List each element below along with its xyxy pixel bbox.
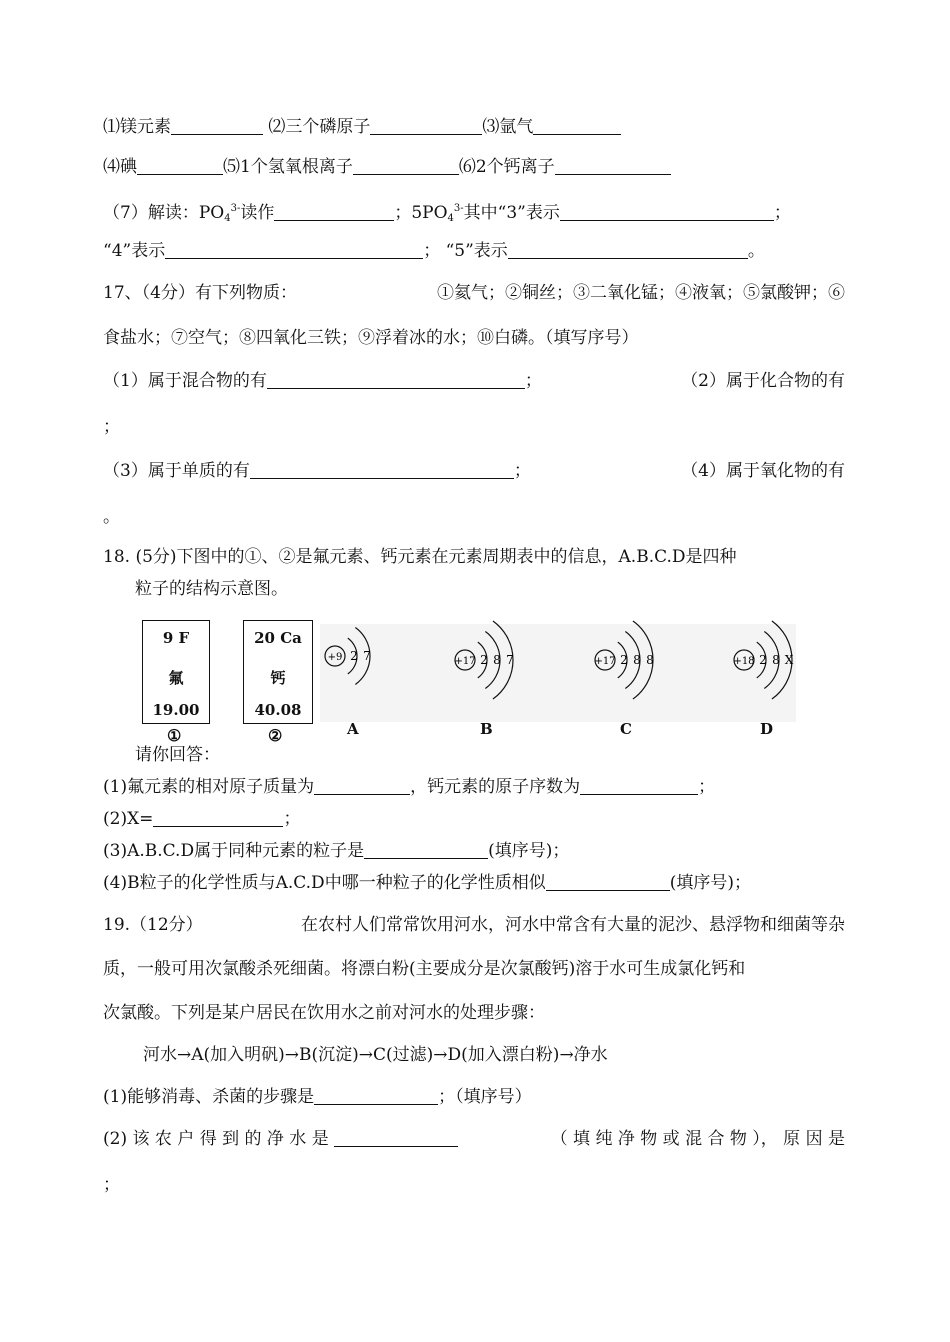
shell-electron-count: 2 [759,653,767,667]
q18-sub-4 [103,872,845,894]
q18-sub-1 [103,776,845,798]
answer-blank[interactable] [555,158,671,175]
shell-electron-count: X [784,653,794,667]
q17-line-3 [103,370,845,392]
answer-blank[interactable] [580,778,698,795]
card-label: ① [167,726,182,745]
q19-sub-2-text: （ 填 纯 净 物 或 混 合 物 ）， 原 因 是 [550,1129,845,1149]
separator: ； [698,777,716,797]
q16-7-text: “4”表示 [103,241,166,261]
answer-blank[interactable] [314,1088,438,1105]
separator: ； [394,203,412,223]
q17-sub-4: （4）属于氧化物的有 [681,461,845,481]
shell-electron-count: 2 [480,653,488,667]
shell-electron-count: 7 [363,649,371,663]
answer-blank[interactable] [165,242,423,259]
answer-blank[interactable] [533,118,621,135]
answer-blank[interactable] [546,874,670,891]
separator: ； [524,371,542,391]
q18-sub-3 [103,840,845,862]
q17-line-4 [103,460,845,482]
answer-blank[interactable] [171,118,263,135]
shell-electron-count: 8 [772,653,780,667]
answer-blank[interactable] [314,778,410,795]
nucleus-charge: +17 [594,656,616,667]
element-mass: 40.08 [254,701,302,719]
q17-line-1 [103,282,845,304]
q17-sub-3: （3）属于单质的有 [103,461,250,481]
separator: ； [513,461,531,481]
q19-line-3: 次氯酸。下列是某户居民在饮用水之前对河水的处理步骤： [103,1003,545,1023]
q19-sub-1-text: (1)能够消毒、杀菌的步骤是 [103,1087,315,1107]
subscript: 4 [224,213,231,224]
shell-electron-count: 7 [506,653,514,667]
q18-sub-2 [103,808,845,830]
answer-blank[interactable] [508,242,748,259]
superscript: 3- [230,203,241,214]
nucleus-charge: +9 [327,652,343,663]
answer-blank[interactable] [274,204,394,221]
q17-sub-1: （1）属于混合物的有 [103,371,267,391]
q17-sub-2-end: ； [103,417,120,437]
q18-sub-4-text: (4)B粒子的化学性质与A.C.D中哪一种粒子的化学性质相似 [103,873,546,893]
shell-electron-count: 2 [350,649,358,663]
q18-sub-1-text: (1)氟元素的相对原子质量为 [103,777,315,797]
q16-7-text: 5PO [411,203,448,223]
q16-item-5: ⑸1个氢氧根离子 [223,157,353,177]
q18-sub-3-text: (3)A.B.C.D属于同种元素的粒子是 [103,841,365,861]
answer-blank[interactable] [560,204,774,221]
q16-line-4 [103,240,845,262]
q16-line-3 [103,198,845,230]
subscript: 4 [447,213,454,224]
q18-sub-1-text: ，钙元素的原子序数为 [410,777,581,797]
card-label: ② [268,726,283,745]
q16-item-3: ⑶氩气 [482,117,534,137]
atom-diagrams [140,612,800,752]
q16-item-1: ⑴镁元素 [103,117,171,137]
q17-sub-2: （2）属于化合物的有 [681,371,845,391]
atom-label-b: B [480,720,493,738]
answer-blank[interactable] [267,372,525,389]
q16-7-text: （7）解读：PO [103,203,225,223]
element-name: 氟 [168,669,184,687]
q19-heading: 19.（12分） [103,915,203,935]
atom-label-a: A [347,720,359,738]
shell-electron-count: 8 [646,653,654,667]
q17-line-2: 食盐水；⑦空气；⑧四氧化三铁；⑨浮着冰的水；⑩白磷。（填写序号） [103,328,639,348]
q18-sub-2-text: (2)X= [103,809,154,829]
q19-sub-2-text: (2) 该 农 户 得 到 的 净 水 是 [103,1129,329,1149]
element-symbol: 9 F [162,629,190,647]
q19-sub-2-end: ； [103,1175,120,1195]
shell-electron-count: 2 [620,653,628,667]
nucleus-charge: +18 [733,656,755,667]
nucleus-charge: +17 [454,656,476,667]
q19-line-2: 质，一般可用次氯酸杀死细菌。将漂白粉(主要成分是次氯酸钙)溶于水可生成氯化钙和 [103,959,746,979]
q19-text: 在农村人们常常饮用河水，河水中常含有大量的泥沙、悬浮物和细菌等杂 [301,915,845,935]
answer-blank[interactable] [250,462,514,479]
separator: 。 [747,241,765,261]
element-symbol: 20 Ca [254,629,302,647]
q18-line-1: 18. (5分)下图中的①、②是氟元素、钙元素在元素周期表中的信息，A.B.C.D是四种 [103,547,737,567]
q19-sub-2 [103,1128,845,1150]
q18-sub-4-end: (填序号)； [669,873,751,893]
q16-7-text: 其中“3”表示 [463,203,560,223]
q16-item-2: ⑵三个磷原子 [268,117,371,137]
atom-figure [140,612,800,752]
answer-blank[interactable] [353,158,459,175]
q18-ask: 请你回答： [135,745,220,765]
separator: ； [283,809,301,829]
answer-blank[interactable] [370,118,482,135]
q18-line-2: 粒子的结构示意图。 [135,579,288,599]
q16-7-text: “5”表示 [445,241,508,261]
answer-blank[interactable] [334,1130,458,1147]
separator: ； [423,241,441,261]
q19-sub-1-end: ；（填序号） [438,1087,532,1107]
q19-sub-1 [103,1086,845,1108]
element-mass: 19.00 [152,701,200,719]
answer-blank[interactable] [153,810,283,827]
answer-blank[interactable] [137,158,223,175]
q16-line-1 [103,116,845,138]
q17-heading: 17、（4分）有下列物质： [103,283,297,303]
q17-sub-4-end: 。 [103,507,120,527]
q19-process-flow: 河水→A(加入明矾)→B(沉淀)→C(过滤)→D(加入漂白粉)→净水 [143,1045,608,1065]
q16-item-4: ⑷碘 [103,157,137,177]
separator: ； [773,203,791,223]
diagram-background [320,624,796,722]
superscript: 3- [453,203,464,214]
q19-line-1 [103,914,845,936]
q16-7-text: 读作 [240,203,275,223]
element-name: 钙 [270,669,286,687]
q18-sub-3-end: (填序号)； [488,841,570,861]
q16-line-2 [103,156,845,178]
q17-substances: ①氦气；②铜丝；③二氧化锰；④液氧；⑤氯酸钾；⑥ [437,283,845,303]
shell-electron-count: 8 [493,653,501,667]
atom-label-c: C [620,720,632,738]
answer-blank[interactable] [364,842,488,859]
atom-label-d: D [760,720,774,738]
q16-item-6: ⑹2个钙离子 [458,157,555,177]
shell-electron-count: 8 [633,653,641,667]
